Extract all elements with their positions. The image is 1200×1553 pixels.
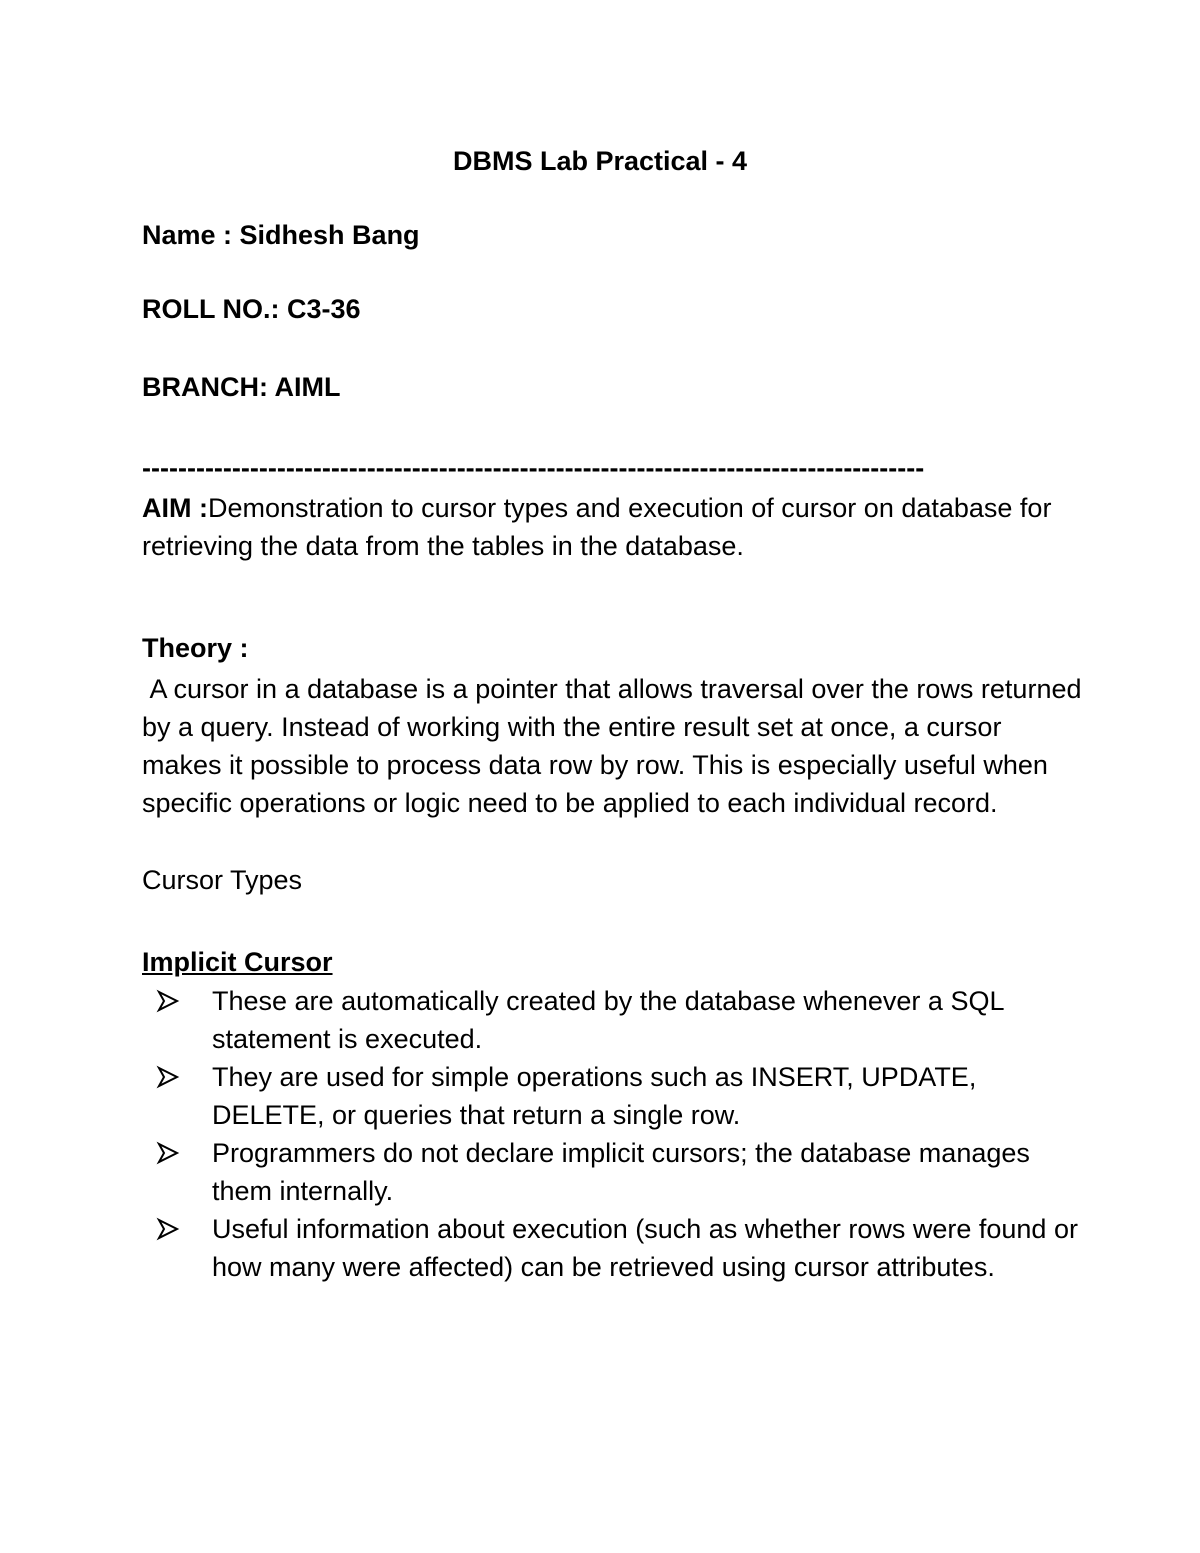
bullet-text: These are automatically created by the database whenever a SQL statement is executed. <box>212 986 1004 1054</box>
bullet-text: Programmers do not declare implicit cursors; the database manages them internally. <box>212 1138 1030 1206</box>
bullet-text: They are used for simple operations such as INSERT, UPDATE, DELETE, or queries that return a single row. <box>212 1062 977 1130</box>
student-name: Name : Sidhesh Bang <box>142 220 420 250</box>
cursor-types-label: Cursor Types <box>142 865 303 895</box>
section-divider: --------------------------------------------------------------------------------------- <box>142 453 925 483</box>
branch: BRANCH: AIML <box>142 372 341 402</box>
aim-label: AIM : <box>142 493 208 523</box>
arrow-bullet-icon <box>155 982 183 1020</box>
roll-number: ROLL NO.: C3-36 <box>142 294 361 324</box>
aim-text: Demonstration to cursor types and execution of cursor on database for retrieving the data from the tables in the database. <box>142 493 1052 561</box>
implicit-cursor-heading: Implicit Cursor <box>142 947 333 977</box>
bullet-text: Useful information about execution (such as whether rows were found or how many were affected) can be retrieved using cursor attributes. <box>212 1214 1078 1282</box>
arrow-bullet-icon <box>155 1058 183 1096</box>
aim-paragraph <box>142 489 1082 565</box>
theory-heading: Theory : <box>142 633 249 663</box>
list-item <box>155 1058 1085 1134</box>
arrow-bullet-icon <box>155 1134 183 1172</box>
theory-text: A cursor in a database is a pointer that allows traversal over the rows returned by a query. Instead of working with the entire result set at once, a cursor makes it possible to process data row by row. This is especially useful when specific operations or logic need to be applied to each individual record. <box>142 674 1090 818</box>
list-item <box>155 1210 1085 1286</box>
document-title: DBMS Lab Practical - 4 <box>452 146 748 176</box>
list-item <box>155 1134 1085 1210</box>
implicit-cursor-list <box>155 982 1085 1286</box>
list-item <box>155 982 1085 1058</box>
arrow-bullet-icon <box>155 1210 183 1248</box>
